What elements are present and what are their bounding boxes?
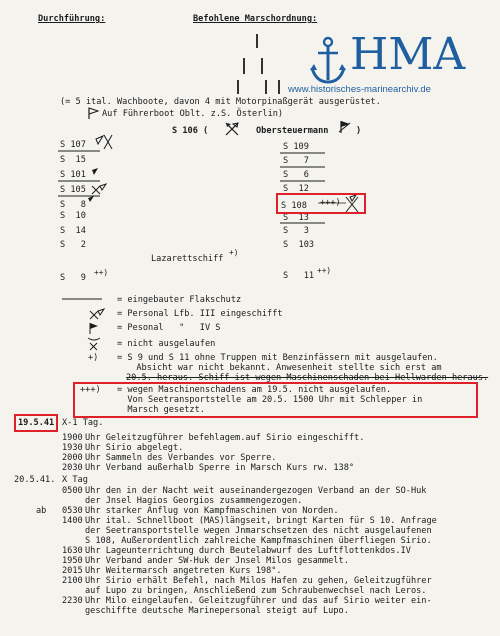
left-boat-8: S 2 bbox=[60, 240, 86, 250]
log-date-1: 19.5.41 bbox=[18, 418, 55, 428]
legend-line-9: Von Seetransportstelle am 20.5. 1500 Uhr mit Schlepper in bbox=[117, 395, 423, 405]
log-text-13: Uhr Lageunterrichtung durch Beutelabwurf des Luftflottenkdos.IV bbox=[85, 546, 411, 556]
log-text-7: Uhr den in der Nacht weit auseinandergezogen Verband an der SO-Huk bbox=[85, 486, 427, 496]
right-boat-3: S 6 bbox=[283, 170, 309, 180]
log-text-12: S 108, Außerordentlich zahlreiche Kampfmaschinen überfliegen Sirio. bbox=[85, 536, 432, 546]
log-text-2: Uhr Geleitzugführer befehlagem.auf Sirio eingeschifft. bbox=[85, 433, 365, 443]
legend-line-1: = eingebauter Flakschutz bbox=[117, 295, 242, 305]
legend-line-6: Absicht war nicht bekannt. Anwesenheit stellte sich erst am bbox=[126, 363, 442, 373]
legend-line-2: = Personal Lfb. III eingeschifft bbox=[117, 309, 283, 319]
formation-center-close: ) bbox=[356, 126, 362, 136]
left-boat-1: S 107 bbox=[60, 140, 86, 150]
bottom-left-sup: ++) bbox=[94, 268, 109, 277]
log-text-5: Uhr Verband außerhalb Sperre in Marsch Kurs rw. 138° bbox=[85, 463, 355, 473]
log-text-10: Uhr ital. Schnellboot (MAS)längseit, bringt Karten für S 10. Anfrage bbox=[85, 516, 437, 526]
log-text-18: Uhr Milo eingelaufen. Geleitzugführer und das auf Sirio weiter ein- bbox=[85, 596, 432, 606]
intro-line-1: (= 5 ital. Wachboote, davon 4 mit Motorpinaßgerät ausgerüstet. bbox=[60, 97, 381, 107]
log-time-5: 2030 bbox=[62, 463, 83, 473]
log-time-15: 2015 bbox=[62, 566, 83, 576]
legend-line-5: = S 9 und S 11 ohne Truppen mit Benzinfässern mit ausgelaufen. bbox=[117, 353, 438, 363]
log-time-2: 1900 bbox=[62, 433, 83, 443]
left-boat-2: S 15 bbox=[60, 155, 86, 165]
log-text-4: Uhr Sammeln des Verbandes vor Sperre. bbox=[85, 453, 277, 463]
legend-symbols bbox=[0, 0, 130, 380]
right-boat-2: S 7 bbox=[283, 156, 309, 166]
intro-line-2: Auf Führerboot Oblt. z.S. Österlin) bbox=[102, 109, 284, 119]
legend-line-3: = Pesonal " IV S bbox=[117, 323, 221, 333]
log-time-9: 0530 bbox=[62, 506, 83, 516]
log-text-8: der Jnsel Hagios Georgios zusammengezogen. bbox=[85, 496, 303, 506]
log-date-9: ab bbox=[36, 506, 47, 516]
right-boat-6: S 13 bbox=[283, 213, 309, 223]
right-boat-4: S 12 bbox=[283, 184, 309, 194]
log-time-18: 2230 bbox=[62, 596, 83, 606]
legend-symbol-8: +++) bbox=[80, 385, 101, 395]
log-time-13: 1630 bbox=[62, 546, 83, 556]
log-date-6: 20.5.41. bbox=[14, 475, 56, 485]
log-time-4: 2000 bbox=[62, 453, 83, 463]
header-left: Durchführung: bbox=[38, 14, 106, 24]
legend-line-7: 20.5. heraus. Schiff ist wegen Maschinenschaden bei Hellwarden heraus. bbox=[126, 373, 489, 383]
log-time-7: 0500 bbox=[62, 486, 83, 496]
left-boat-5: S 8 bbox=[60, 200, 86, 210]
right-boat-5: S 108 bbox=[281, 201, 307, 211]
legend-line-8: = wegen Maschinenschadens am 19.5. nicht ausgelaufen. bbox=[117, 385, 392, 395]
right-boat-7: S 3 bbox=[283, 226, 309, 236]
bottom-right-boat: S 11 bbox=[283, 271, 315, 281]
bottom-left-boat: S 9 bbox=[60, 273, 86, 283]
log-time-14: 1950 bbox=[62, 556, 83, 566]
legend-line-4: = nicht ausgelaufen bbox=[117, 339, 216, 349]
left-boat-6: S 10 bbox=[60, 211, 86, 221]
left-boat-7: S 14 bbox=[60, 226, 86, 236]
lazarett-label: Lazarettschiff bbox=[151, 254, 224, 264]
log-text-14: Uhr Verband ander SW-Huk der Jnsel Milos gesammelt. bbox=[85, 556, 349, 566]
left-boat-3: S 101 bbox=[60, 170, 86, 180]
legend-symbol-5: +) bbox=[88, 353, 99, 363]
bottom-right-sup: ++) bbox=[317, 266, 332, 275]
header-center: Befohlene Marschordnung: bbox=[193, 14, 318, 24]
highlight-box-s108 bbox=[276, 193, 366, 214]
formation-center-boat: S 106 ( bbox=[172, 126, 209, 136]
right-boat-8: S 103 bbox=[283, 240, 315, 250]
log-text-1: X-1 Tag. bbox=[62, 418, 104, 428]
lazarett-sup: +) bbox=[229, 248, 239, 257]
watermark-url: www.historisches-marinearchiv.de bbox=[288, 84, 431, 95]
log-time-10: 1400 bbox=[62, 516, 83, 526]
log-text-17: auf Lupo zu bringen, Anschließend zum Schraubenwechsel nach Leros. bbox=[85, 586, 427, 596]
legend-line-10: Marsch gesetzt. bbox=[117, 405, 205, 415]
log-text-15: Uhr Weitermarsch angetreten Kurs 198°. bbox=[85, 566, 282, 576]
log-text-11: der Seetransportstelle wegen Jnmarschsetzen des nicht ausgelaufenen bbox=[85, 526, 432, 536]
log-text-3: Uhr Sirio abgelegt. bbox=[85, 443, 184, 453]
log-text-6: X Tag bbox=[62, 475, 88, 485]
log-text-9: Uhr starker Anflug von Kampfmaschinen von Norden. bbox=[85, 506, 339, 516]
log-text-19: geschiffte deutsche Marinepersonal steigt auf Lupo. bbox=[85, 606, 349, 616]
right-boat-1: S 109 bbox=[283, 142, 309, 152]
log-time-3: 1930 bbox=[62, 443, 83, 453]
watermark-name: HMA bbox=[350, 29, 466, 80]
log-text-16: Uhr Sirio erhält Befehl, nach Milos Hafen zu gehen, Geleitzugführer bbox=[85, 576, 432, 586]
left-boat-4: S 105 bbox=[60, 185, 86, 195]
log-time-16: 2100 bbox=[62, 576, 83, 586]
right-overstrike: +++) bbox=[320, 198, 341, 208]
formation-center-right: Obersteuermann bbox=[256, 126, 329, 136]
